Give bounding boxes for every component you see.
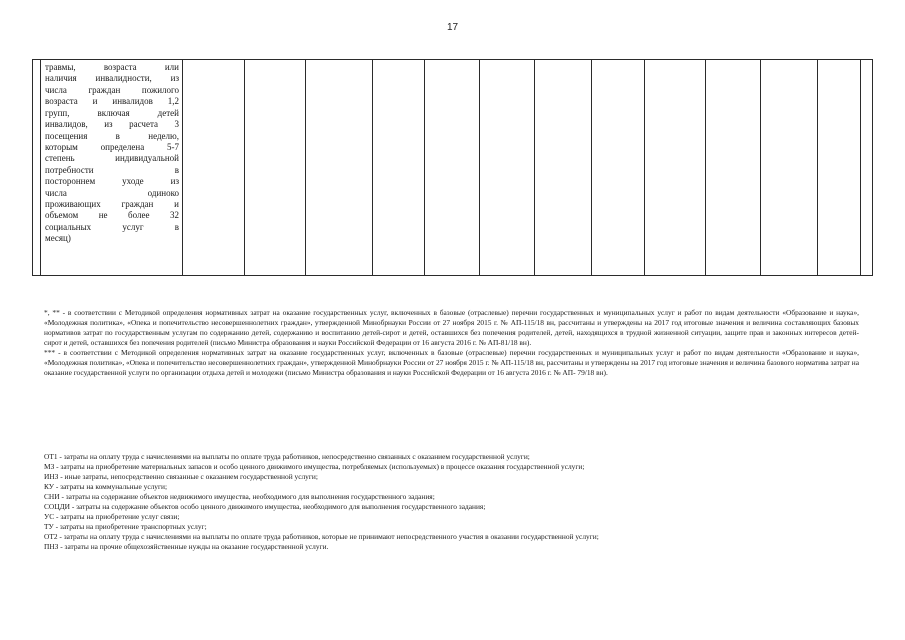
table-cell: [183, 60, 245, 276]
description-line: посещения в неделю,: [45, 130, 179, 141]
footnote-recreation-costs: *** - в соответствии с Методикой определения нормативных затрат на оказание государственных услуг, включенных в базовые (отраслевые) перечни государственных и муниципальных услуг и работ по видам деятельности «Образование и наука», «Молодежная политика», «Опека и попечительство несовершеннолетних граждан», утвержденной Минобрнауки России от 27 ноября 2015 г. № АП-115/18 вн, рассчитаны и утверждены на 2017 год итоговые значения и величина базового норматива затрат на оказание государственной услуги по организации отдыха детей и молодежи (письмо Министра образования и науки Российской Федерации от 16 августа 2016 г. № АП- 79/18 вн).: [44, 348, 859, 378]
table-cell: [861, 60, 873, 276]
footnote-standard-costs: *, ** - в соответствии с Методикой определения нормативных затрат на оказание государственных услуг, включенных в базовые (отраслевые) перечни государственных и муниципальных услуг и работ по видам деятельности «Образование и наука», «Молодежная политика», «Опека и попечительство несовершеннолетних граждан», утвержденной Минобрнауки России от 27 ноября 2015 г. № АП-115/18 вн, рассчитаны и утверждены на 2017 год итоговые значения и величина составляющих базовых нормативов затрат по государственным услугам по содержанию детей, содержанию и воспитанию детей-сирот и детей, оставшихся без попечения родителей, детей, находящихся в трудной жизненной ситуации, защите прав и законных интересов детей-сирот и детей, оставшихся без попечения родителей (письмо Министра образования и науки Российской Федерации от 16 августа 2016 г. № АП-81/18 вн).: [44, 308, 859, 347]
description-line: объемом не более 32: [45, 210, 179, 221]
legend-item: ИНЗ - иные затраты, непосредственно связанные с оказанием государственной услуги;: [44, 471, 318, 481]
description-line: травмы, возраста или: [45, 62, 179, 72]
description-line: социальных услуг в: [45, 221, 179, 232]
legend-item: МЗ - затраты на приобретение материальных запасов и особо ценного движимого имущества, потребляемых (используемых) в процессе оказания государственной услуги;: [44, 461, 585, 471]
table-cell: [425, 60, 480, 276]
table-cell: [706, 60, 761, 276]
table-cell: [245, 60, 306, 276]
table-cell: [535, 60, 592, 276]
table-cell: [33, 60, 41, 276]
description-line: потребности в: [45, 164, 179, 175]
legend-item: КУ - затраты на коммунальные услуги;: [44, 481, 168, 491]
table-cell: [592, 60, 645, 276]
description-line: возраста и инвалидов 1,2: [45, 96, 179, 107]
abbreviation-legend: [44, 452, 859, 552]
table-cell: [818, 60, 861, 276]
table-cell: [373, 60, 425, 276]
table-cell: [306, 60, 373, 276]
legend-item: УС - затраты на приобретение услуг связи;: [44, 511, 180, 521]
description-line: постороннем уходе из: [45, 176, 179, 187]
description-line: числа одиноко: [45, 187, 179, 198]
description-line: месяц): [45, 233, 71, 244]
page-number: 17: [446, 22, 459, 33]
data-table: [32, 59, 873, 276]
description-line: проживающих граждан и: [45, 199, 179, 210]
description-line: степень индивидуальной: [45, 153, 179, 164]
description-line: наличия инвалидности, из: [45, 73, 179, 84]
table-cell: [761, 60, 818, 276]
service-description-cell: [41, 60, 183, 276]
description-line: инвалидов, из расчета 3: [45, 119, 179, 130]
footnotes: [44, 308, 859, 379]
table-row: [33, 60, 873, 276]
legend-item: ОТ2 - затраты на оплату труда с начислениями на выплаты по оплате труда работников, которые не принимают непосредственного участия в оказании государственной услуги;: [44, 531, 599, 541]
legend-item: СНИ - затраты на содержание объектов недвижимого имущества, необходимого для выполнения государственного задания;: [44, 491, 435, 501]
legend-item: СОЦДИ - затраты на содержание объектов особо ценного движимого имущества, необходимого для выполнения государственного задания;: [44, 501, 486, 511]
legend-item: ОТ1 - затраты на оплату труда с начислениями на выплаты по оплате труда работников, непосредственно связанных с оказанием государственной услуги;: [44, 452, 530, 461]
legend-item: ПНЗ - затраты на прочие общехозяйственные нужды на оказание государственной услуги.: [44, 541, 329, 551]
description-line: групп, включая детей: [45, 107, 179, 118]
description-line: которым определена 5-7: [45, 141, 179, 152]
legend-item: ТУ - затраты на приобретение транспортных услуг;: [44, 521, 207, 531]
table-cell: [480, 60, 535, 276]
description-line: числа граждан пожилого: [45, 84, 179, 95]
table-cell: [645, 60, 706, 276]
